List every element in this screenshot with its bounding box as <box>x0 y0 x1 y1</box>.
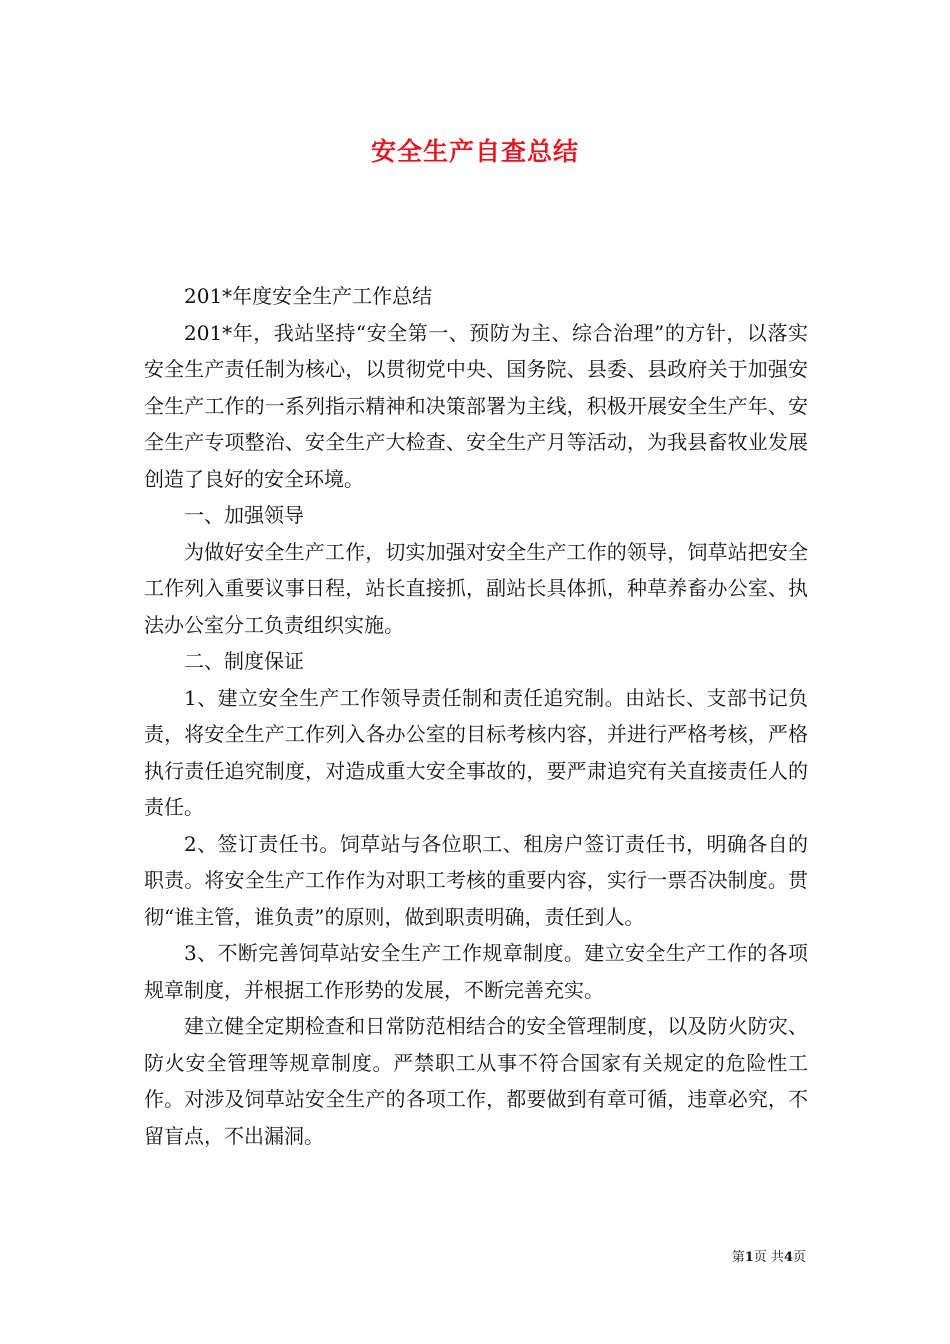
footer-suffix: 页 <box>792 1250 806 1265</box>
paragraph-item-3: 3、不断完善饲草站安全生产工作规章制度。建立安全生产工作的各项规章制度，并根据工作形势的发展，不断完善充实。 <box>144 941 808 1002</box>
page-footer <box>732 1246 806 1265</box>
footer-total-pages: 4 <box>783 1250 793 1265</box>
paragraph-intro: 201*年，我站坚持“安全第一、预防为主、综合治理”的方针，以落实安全生产责任制为核心，以贯彻党中央、国务院、县委、县政府关于加强安全生产工作的一系列指示精神和决策部署为主线，积极开展安全生产年、安全生产专项整治、安全生产大检查、安全生产月等活动，为我县畜牧业发展创造了良好的安全环境。 <box>144 320 808 491</box>
paragraph-safety-management: 建立健全定期检查和日常防范相结合的安全管理制度，以及防火防灾、防火安全管理等规章制度。严禁职工从事不符合国家有关规定的危险性工作。对涉及饲草站安全生产的各项工作，都要做到有章可循，违章必究，不留盲点，不出漏洞。 <box>144 1014 808 1148</box>
paragraph-item-2: 2、签订责任书。饲草站与各位职工、租房户签订责任书，明确各自的职责。将安全生产工作作为对职工考核的重要内容，实行一票否决制度。贯彻“谁主管，谁负责”的原则，做到职责明确，责任到人。 <box>144 831 808 929</box>
section-heading-system: 二、制度保证 <box>184 649 304 673</box>
document-title: 安全生产自查总结 <box>370 137 579 166</box>
footer-middle: 页 共 <box>753 1250 784 1265</box>
footer-prefix: 第 <box>731 1250 745 1265</box>
paragraph-subtitle: 201*年度安全生产工作总结 <box>184 284 433 308</box>
document-body <box>144 278 808 1154</box>
section-heading-leadership: 一、加强领导 <box>184 503 304 527</box>
paragraph-item-1: 1、建立安全生产工作领导责任制和责任追究制。由站长、支部书记负责，将安全生产工作列入各办公室的目标考核内容，并进行严格考核，严格执行责任追究制度，对造成重大安全事故的，要严肃追究有关直接责任人的责任。 <box>144 685 808 819</box>
paragraph-leadership: 为做好安全生产工作，切实加强对安全生产工作的领导，饲草站把安全工作列入重要议事日程，站长直接抓，副站长具体抓，种草养畜办公室、执法办公室分工负责组织实施。 <box>144 539 808 637</box>
footer-current-page: 1 <box>744 1250 754 1265</box>
